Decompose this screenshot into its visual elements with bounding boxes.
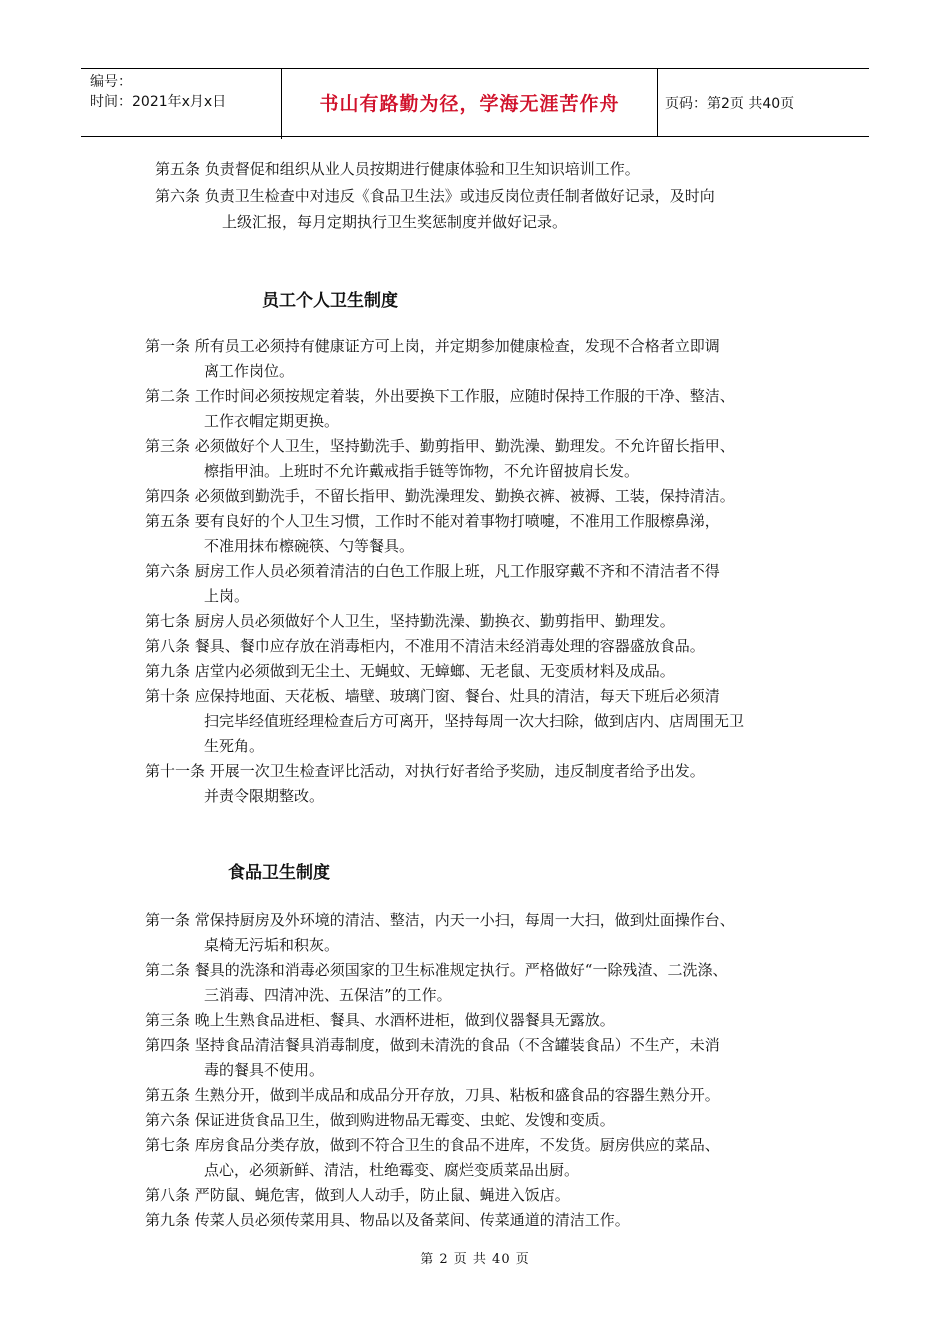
page-footer: 第 2 页 共 40 页 xyxy=(420,1252,530,1267)
rule-line: 第七条 厨房人员必须做好个人卫生，坚持勤洗澡、勤换衣、勤剪指甲、勤理发。 xyxy=(145,612,675,630)
rule-line: 第三条 必须做好个人卫生，坚持勤洗手、勤剪指甲、勤洗澡、勤理发。不允许留长指甲、 xyxy=(145,437,735,455)
page-code: 页码：第2页 共40页 xyxy=(665,95,795,112)
number-label: 编号： xyxy=(90,74,132,90)
section-title: 食品卫生制度 xyxy=(228,863,330,883)
rule-line: 第六条 保证进货食品卫生，做到购进物品无霉变、虫蛇、发馊和变质。 xyxy=(145,1111,615,1129)
rule-line: 生死角。 xyxy=(204,737,265,755)
rule-line: 第十条 应保持地面、天花板、墙壁、玻璃门窗、餐台、灶具的清洁，每天下班后必须清 xyxy=(145,687,720,705)
rule-line: 第五条 生熟分开，做到半成品和成品分开存放，刀具、粘板和盛食品的容器生熟分开。 xyxy=(145,1086,720,1104)
rule-line: 工作衣帽定期更换。 xyxy=(204,412,340,430)
rule-line: 上岗。 xyxy=(204,587,250,605)
rule-line: 第十一条 开展一次卫生检查评比活动，对执行好者给予奖励，违反制度者给予出发。 xyxy=(145,762,705,780)
rule-line: 点心，必须新鲜、清洁，杜绝霉变、腐烂变质菜品出厨。 xyxy=(204,1161,580,1179)
rule-line: 第五条 要有良好的个人卫生习惯，工作时不能对着事物打喷嚏，不准用工作服檫鼻涕， xyxy=(145,512,720,530)
rule-line: 毒的餐具不使用。 xyxy=(204,1061,325,1079)
rule-line: 第二条 餐具的洗涤和消毒必须国家的卫生标准规定执行。严格做好“一除残渣、二洗涤、 xyxy=(145,961,728,979)
rule-line: 第三条 晚上生熟食品进柜、餐具、水酒杯进柜，做到仪器餐具无露放。 xyxy=(145,1011,615,1029)
rule-line: 并责令限期整改。 xyxy=(204,787,325,805)
rule-line: 第八条 严防鼠、蝇危害，做到人人动手，防止鼠、蝇进入饭店。 xyxy=(145,1186,570,1204)
header-motto-cell xyxy=(282,69,658,136)
rule-line: 第九条 店堂内必须做到无尘土、无蝇蚊、无蟑螂、无老鼠、无变质材料及成品。 xyxy=(145,662,675,680)
header-meta xyxy=(81,69,282,139)
section-title: 员工个人卫生制度 xyxy=(262,291,398,311)
top-line: 第六条 负责卫生检查中对违反《食品卫生法》或违反岗位责任制者做好记录，及时向 xyxy=(155,187,715,205)
rule-line: 离工作岗位。 xyxy=(204,362,295,380)
rule-line: 第八条 餐具、餐巾应存放在消毒柜内，不准用不清洁未经消毒处理的容器盛放食品。 xyxy=(145,637,705,655)
rule-line: 桌椅无污垢和积灰。 xyxy=(204,936,340,954)
rule-line: 第一条 所有员工必须持有健康证方可上岗，并定期参加健康检查，发现不合格者立即调 xyxy=(145,337,720,355)
rule-line: 第九条 传菜人员必须传菜用具、物品以及备菜间、传菜通道的清洁工作。 xyxy=(145,1211,630,1229)
rule-line: 扫完毕经值班经理检查后方可离开，坚持每周一次大扫除，做到店内、店周围无卫 xyxy=(204,712,745,730)
rule-line: 不准用抹布檫碗筷、勺等餐具。 xyxy=(204,537,415,555)
rule-line: 第四条 坚持食品清洁餐具消毒制度，做到未清洗的食品（不含罐装食品）不生产，未消 xyxy=(145,1036,720,1054)
rule-line: 第四条 必须做到勤洗手，不留长指甲、勤洗澡理发、勤换衣裤、被褥、工装，保持清洁。 xyxy=(145,487,735,505)
motto: 书山有路勤为径，学海无涯苦作舟 xyxy=(319,93,620,115)
rule-line: 第一条 常保持厨房及外环境的清洁、整洁，内天一小扫，每周一大扫，做到灶面操作台、 xyxy=(145,911,735,929)
top-line: 上级汇报，每月定期执行卫生奖惩制度并做好记录。 xyxy=(222,213,568,231)
rule-line: 第二条 工作时间必须按规定着装，外出要换下工作服，应随时保持工作服的干净、整洁、 xyxy=(145,387,735,405)
top-line: 第五条 负责督促和组织从业人员按期进行健康体验和卫生知识培训工作。 xyxy=(155,160,640,178)
rule-line: 三消毒、四清冲洗、五保洁”的工作。 xyxy=(204,986,452,1004)
time-label: 时间：2021年x月x日 xyxy=(90,94,227,110)
page-header xyxy=(81,68,869,137)
rule-line: 第六条 厨房工作人员必须着清洁的白色工作服上班，凡工作服穿戴不齐和不清洁者不得 xyxy=(145,562,720,580)
rule-line: 第七条 库房食品分类存放，做到不符合卫生的食品不进库，不发货。厨房供应的菜品、 xyxy=(145,1136,720,1154)
rule-line: 檫指甲油。上班时不允许戴戒指手链等饰物，不允许留披肩长发。 xyxy=(204,462,640,480)
